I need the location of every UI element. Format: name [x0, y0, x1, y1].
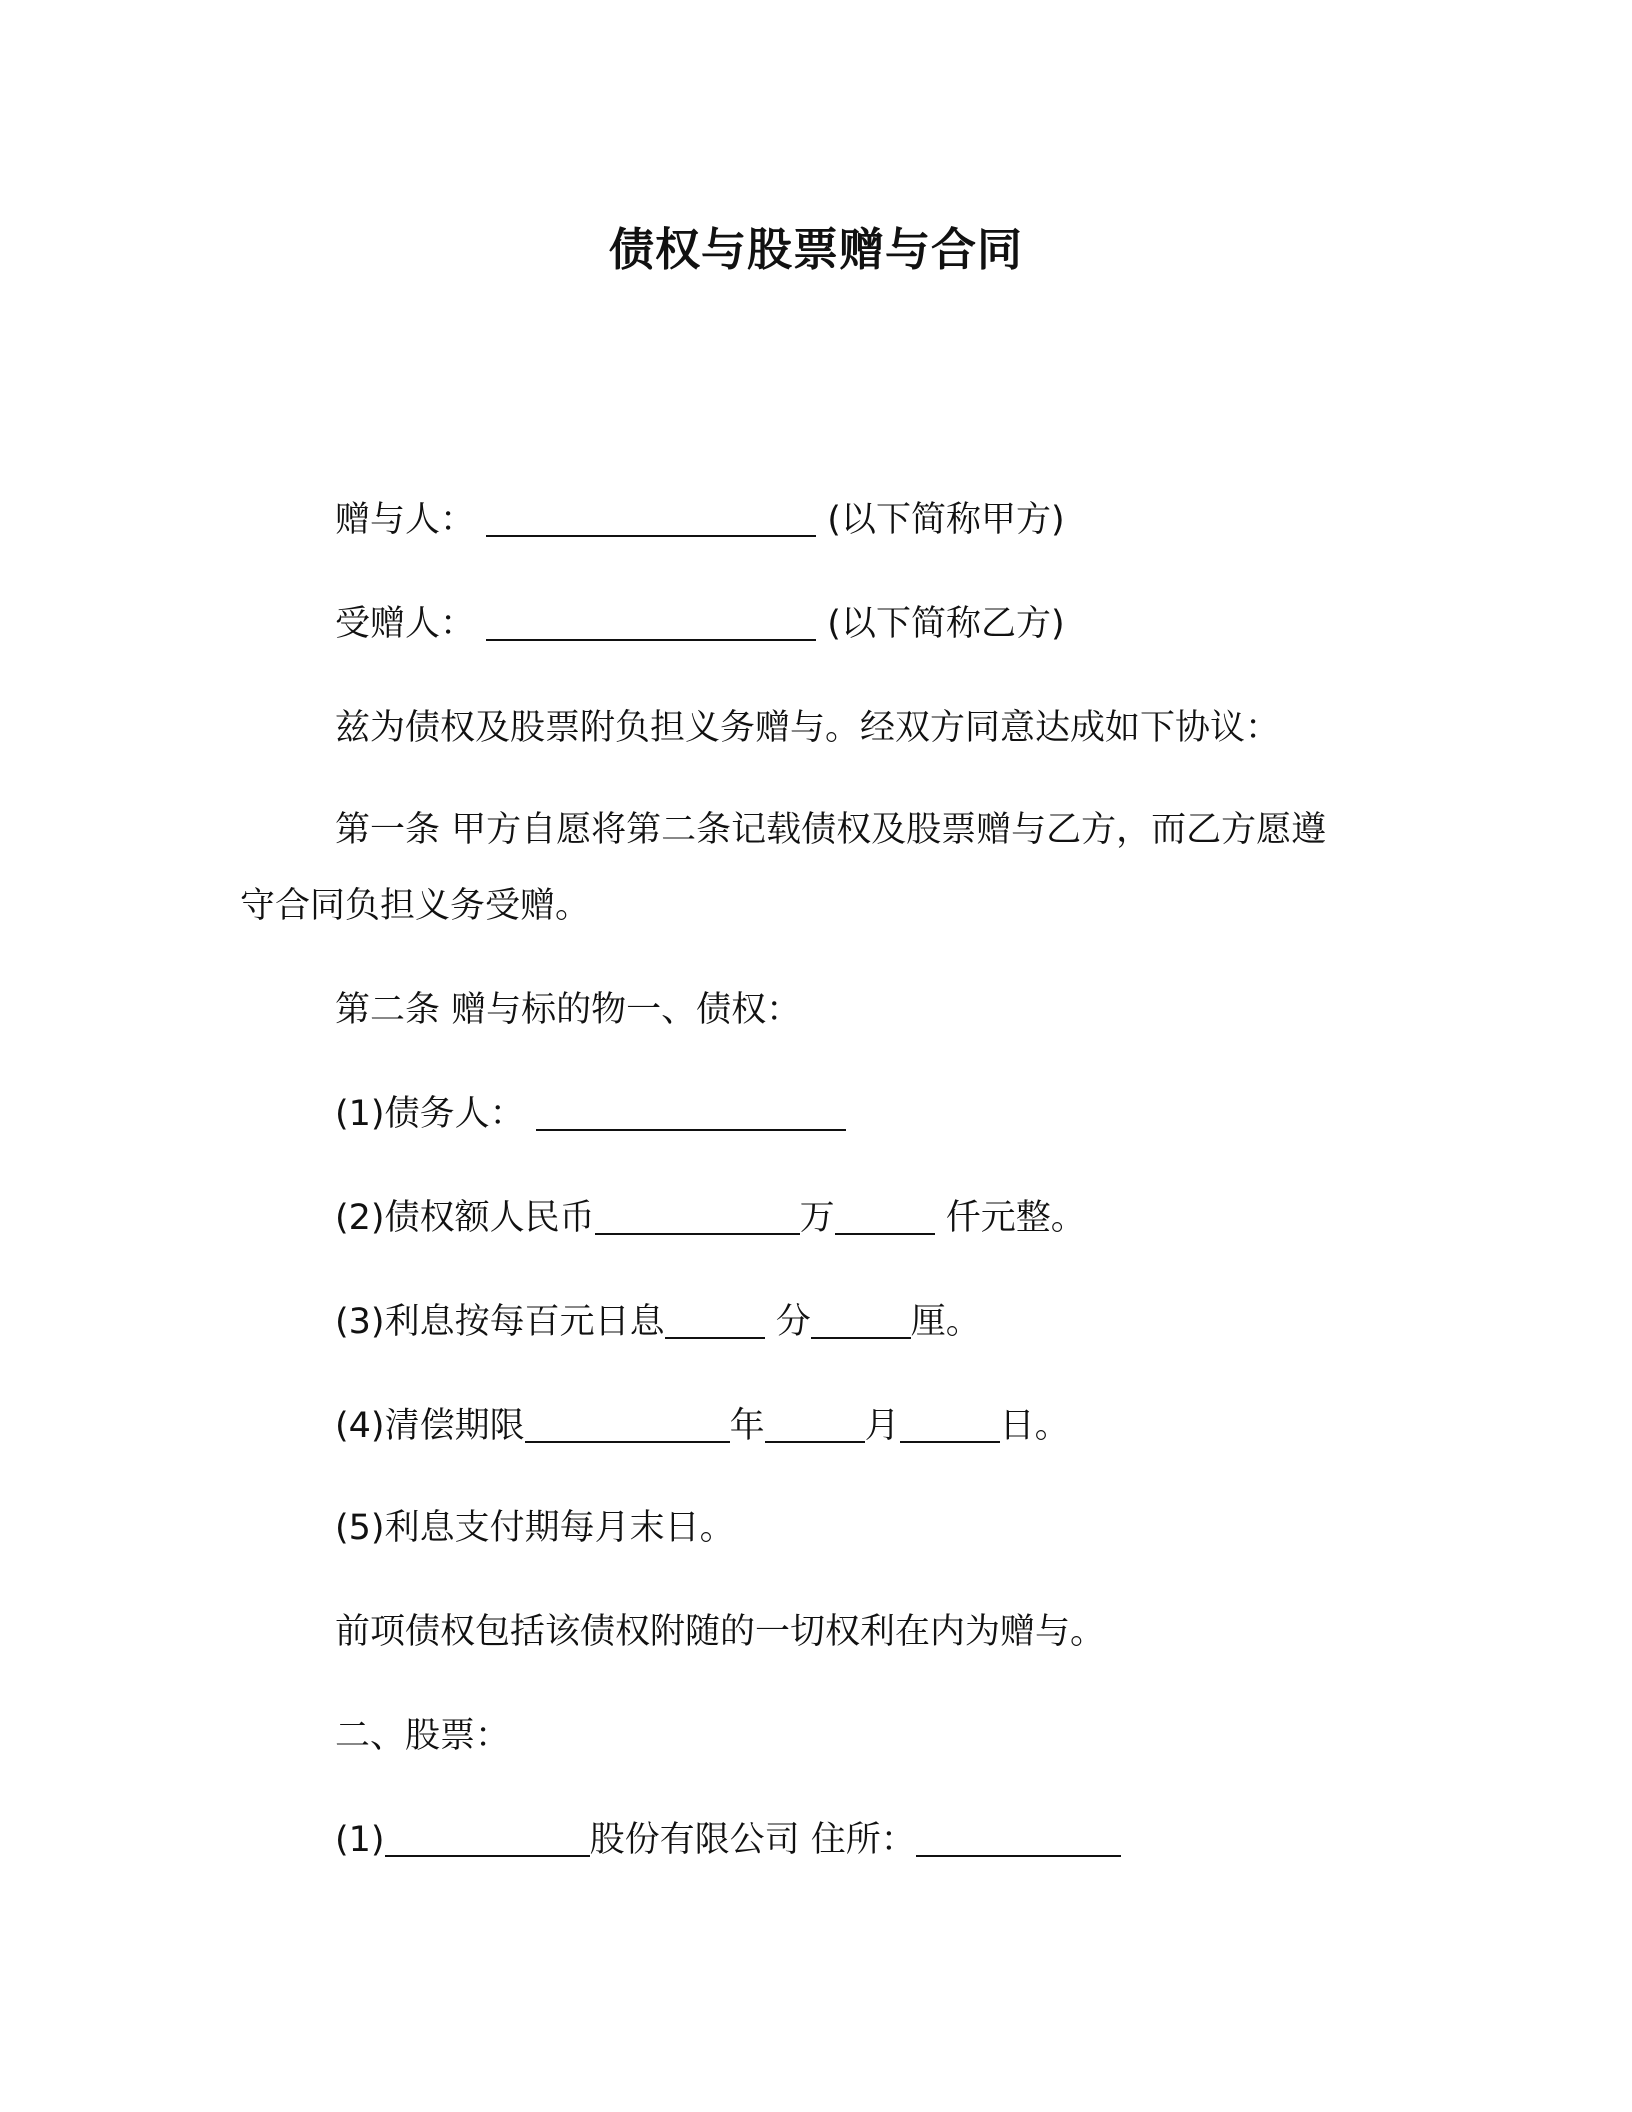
stock-company-label: 股份有限公司 住所： — [589, 1820, 916, 1860]
donor-line — [335, 494, 1065, 546]
stock-company-line — [335, 1814, 1121, 1866]
page-title: 债权与股票赠与合同 — [608, 223, 1023, 276]
interest-fen-blank — [665, 1297, 765, 1339]
debt-amount-qian-blank — [835, 1193, 935, 1235]
stock-address-blank — [916, 1815, 1121, 1857]
debt-amount-line — [335, 1192, 1086, 1244]
repayment-date-prefix: (4)清偿期限 — [335, 1406, 525, 1446]
interest-li-blank — [811, 1297, 911, 1339]
donee-label: 受赠人： — [335, 604, 476, 644]
interest-payment-line: (5)利息支付期每月末日。 — [335, 1508, 735, 1548]
fen-unit: 分 — [764, 1302, 811, 1342]
debtor-label: (1)债务人： — [335, 1094, 525, 1134]
debtor-line — [335, 1088, 846, 1140]
debt-amount-prefix: (2)债权额人民币 — [335, 1198, 595, 1238]
debt-amount-wan-blank — [595, 1193, 800, 1235]
repayment-year-blank — [525, 1401, 730, 1443]
day-unit: 日。 — [999, 1406, 1070, 1446]
stock-company-blank — [385, 1815, 590, 1857]
repayment-day-blank — [900, 1401, 1000, 1443]
repayment-date-line — [335, 1400, 1070, 1452]
qian-unit: 仟元整。 — [934, 1198, 1086, 1238]
stock-item-prefix: (1) — [335, 1820, 385, 1860]
debt-note: 前项债权包括该债权附随的一切权利在内为赠与。 — [335, 1612, 1106, 1652]
interest-rate-line — [335, 1296, 981, 1348]
stock-heading: 二、股票： — [335, 1716, 511, 1756]
article2-heading: 第二条 赠与标的物一、债权： — [335, 990, 802, 1030]
li-unit: 厘。 — [910, 1302, 981, 1342]
donee-line — [335, 598, 1065, 650]
debtor-blank — [536, 1089, 846, 1131]
year-unit: 年 — [729, 1406, 765, 1446]
donor-label: 赠与人： — [335, 500, 476, 540]
article1-line2: 守合同负担义务受赠。 — [240, 886, 591, 926]
donor-name-blank — [486, 495, 816, 537]
article1-line1: 第一条 甲方自愿将第二条记载债权及股票赠与乙方，而乙方愿遵 — [335, 810, 1327, 850]
intro-text: 兹为债权及股票附负担义务赠与。经双方同意达成如下协议： — [335, 708, 1281, 748]
wan-unit: 万 — [799, 1198, 835, 1238]
repayment-month-blank — [765, 1401, 865, 1443]
month-unit: 月 — [864, 1406, 900, 1446]
interest-rate-prefix: (3)利息按每百元日息 — [335, 1302, 665, 1342]
donor-suffix: (以下简称甲方) — [827, 500, 1065, 540]
donee-name-blank — [486, 599, 816, 641]
donee-suffix: (以下简称乙方) — [827, 604, 1065, 644]
